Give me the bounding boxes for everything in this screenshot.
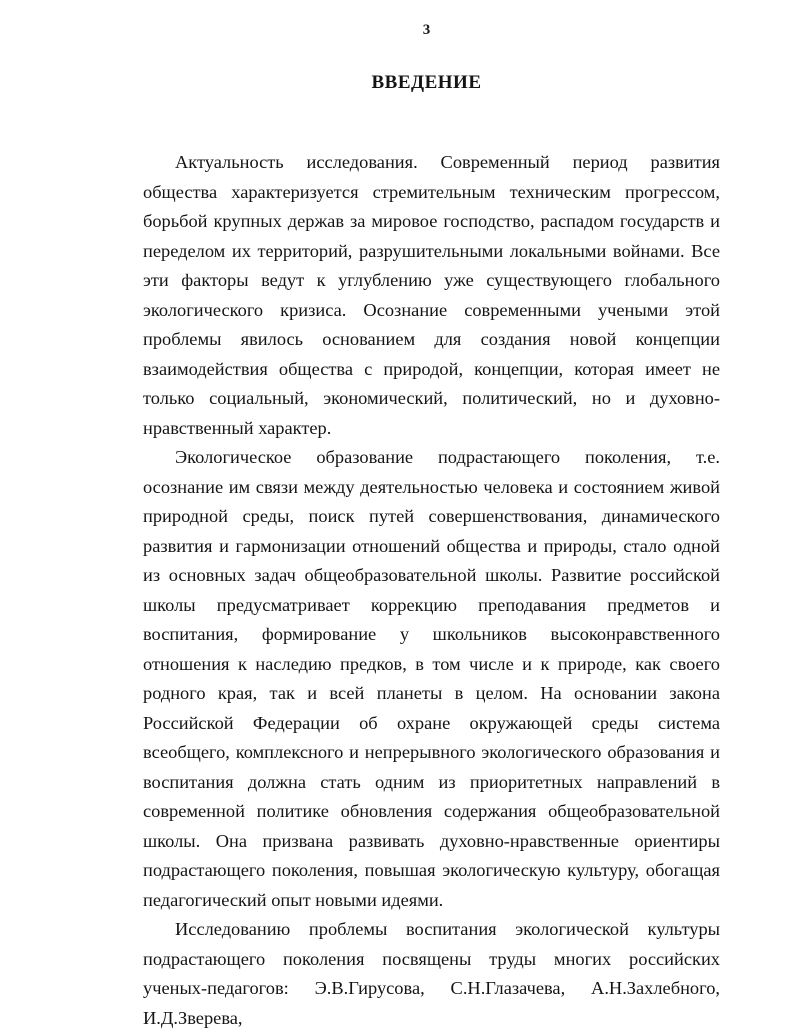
body-text <box>143 148 720 1033</box>
paragraph-ecological-education: Экологическое образование подрастающего поколения, т.е. осознание им связи между деятельностью человека и состоянием живой природной среды, поиск путей совершенствования, динамического развития и гармонизации отношений общества и природы, стало одной из основных задач общеобразовательной школы. Развитие российской школы предусматривает коррекцию преподавания предметов и воспитания, формирование у школьников высоконравственного отношения к наследию предков, в том числе и к природе, как своего родного края, так и всей планеты в целом. На основании закона Российской Федерации об охране окружающей среды система всеобщего, комплексного и непрерывного экологического образования и воспитания должна стать одним из приоритетных направлений в современной политике обновления содержания общеобразовательной школы. Она призвана развивать духовно-нравственные ориентиры подрастающего поколения, повышая экологическую культуру, обогащая педагогический опыт новыми идеями. <box>143 447 720 910</box>
paragraph-relevance: Актуальность исследования. Современный период развития общества характеризуется стремительным техническим прогрессом, борьбой крупных держав за мировое господство, распадом государств и переделом их территорий, разрушительными локальными войнами. Все эти факторы ведут к углублению уже существующего глобального экологического кризиса. Осознание современными учеными этой проблемы явилось основанием для создания новой концепции взаимодействия общества с природой, концепции, которая имеет не только социальный, экономический, политический, но и духовно-нравственный характер. <box>143 152 720 438</box>
page-title: ВВЕДЕНИЕ <box>371 72 482 93</box>
page-number: 3 <box>422 22 431 38</box>
paragraph-research-overview: Исследованию проблемы воспитания экологической культуры подрастающего поколения посвящены труды многих российских ученых-педагогов: Э.В.Гирусова, С.Н.Глазачева, А.Н.Захлебного, И.Д.Зверева, <box>143 919 720 1028</box>
